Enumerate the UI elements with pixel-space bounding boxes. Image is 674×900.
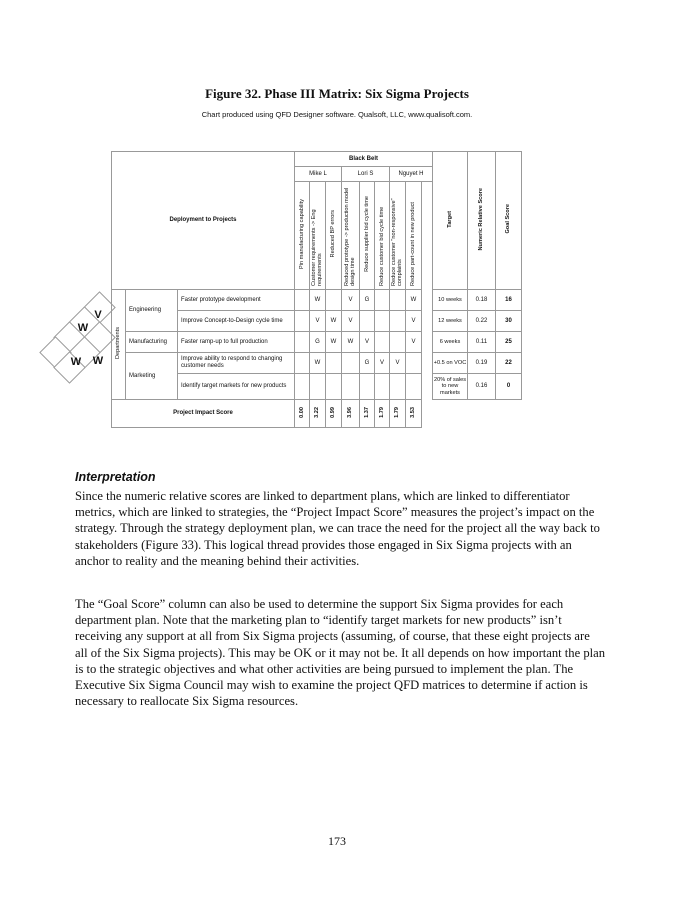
- cell: [326, 353, 342, 374]
- paragraph: Since the numeric relative scores are linked to department plans, which are linked to differentiator metrics, which are linked to strategies, the “Project Impact Score” measures the project’s impact on the strategy. Through the strategy deployment plan, we can trace the need for the project all the way back to stakeholders (Figure 33). This logical thread provides those engaged in Six Sigma projects with an anchor to reality and the meaning behind their activities.: [75, 489, 600, 568]
- plan-label: Improve ability to respond to changing customer needs: [178, 353, 295, 374]
- six-sigma-matrix: [111, 151, 522, 428]
- cell: [375, 332, 390, 353]
- cell: V: [310, 311, 326, 332]
- impact-label: Project Impact Score: [112, 400, 295, 428]
- cell: W: [326, 311, 342, 332]
- belt-mike: Mike L: [295, 167, 342, 182]
- impact-score: 3.22: [310, 400, 326, 428]
- figure-title: Figure 32. Phase III Matrix: Six Sigma Projects: [205, 86, 469, 101]
- black-belt-header: Black Belt: [295, 152, 433, 167]
- target-value: 20% of sales to new markets: [433, 374, 468, 400]
- roof-mark: V: [94, 309, 102, 321]
- cell: [390, 290, 406, 311]
- cell: [295, 290, 310, 311]
- project-header: Pin manufacturing capability: [295, 182, 310, 290]
- dept-label: Marketing: [126, 353, 178, 400]
- nrs-header: Numeric Relative Score: [468, 152, 496, 290]
- impact-score: 0.00: [295, 400, 310, 428]
- table-row: [112, 353, 522, 374]
- cell: [360, 374, 375, 400]
- project-header: Customer requirements -> Eng requirements: [310, 182, 326, 290]
- goal-value: 0: [496, 374, 522, 400]
- cell: [406, 353, 422, 374]
- cell: V: [360, 332, 375, 353]
- cell: V: [406, 311, 422, 332]
- cell: V: [375, 353, 390, 374]
- impact-row: [112, 400, 522, 428]
- cell: W: [310, 290, 326, 311]
- cell: [295, 311, 310, 332]
- cell: [390, 374, 406, 400]
- cell: G: [360, 353, 375, 374]
- cell: [342, 353, 360, 374]
- goal-value: 16: [496, 290, 522, 311]
- cell: [342, 374, 360, 400]
- roof-mark: W: [77, 322, 89, 334]
- figure-subtitle: Chart produced using QFD Designer software. Qualsoft, LLC, www.qualisoft.com.: [201, 110, 473, 119]
- table-row: [112, 290, 522, 311]
- plan-label: Identify target markets for new products: [178, 374, 295, 400]
- dept-label: Engineering: [126, 290, 178, 332]
- goal-header: Goal Score: [496, 152, 522, 290]
- page-number: 173: [328, 834, 346, 848]
- dept-label: Manufacturing: [126, 332, 178, 353]
- cell: [326, 374, 342, 400]
- cell: [360, 311, 375, 332]
- impact-score: 3.53: [406, 400, 422, 428]
- cell: W: [326, 332, 342, 353]
- roof-mark: W: [92, 355, 104, 367]
- cell: W: [310, 353, 326, 374]
- target-value: 12 weeks: [433, 311, 468, 332]
- target-header: Target: [433, 152, 468, 290]
- roof-mark: W: [70, 356, 82, 368]
- cell: [390, 332, 406, 353]
- belt-lori: Lori S: [342, 167, 390, 182]
- project-header: Reduced prototype -> production model design time: [342, 182, 360, 290]
- target-value: 6 weeks: [433, 332, 468, 353]
- plan-label: Faster prototype development: [178, 290, 295, 311]
- cell: W: [342, 332, 360, 353]
- impact-score: 0.99: [326, 400, 342, 428]
- departments-label: Departments: [112, 290, 126, 400]
- nrs-value: 0.11: [468, 332, 496, 353]
- project-header: Reduce customer bid cycle time: [375, 182, 390, 290]
- plan-label: Improve Concept-to-Design cycle time: [178, 311, 295, 332]
- nrs-value: 0.16: [468, 374, 496, 400]
- nrs-value: 0.18: [468, 290, 496, 311]
- cell: [295, 353, 310, 374]
- cell: [326, 290, 342, 311]
- cell: W: [406, 290, 422, 311]
- nrs-value: 0.22: [468, 311, 496, 332]
- goal-value: 30: [496, 311, 522, 332]
- cell: [375, 290, 390, 311]
- goal-value: 22: [496, 353, 522, 374]
- section-heading: Interpretation: [75, 470, 156, 484]
- cell: V: [390, 353, 406, 374]
- target-value: +0.5 on VOC: [433, 353, 468, 374]
- cell: [375, 374, 390, 400]
- cell: V: [406, 332, 422, 353]
- project-header: Reduce customer "non-responsive" complaints: [390, 182, 406, 290]
- cell: G: [310, 332, 326, 353]
- table-row: [112, 332, 522, 353]
- cell: [390, 311, 406, 332]
- cell: V: [342, 290, 360, 311]
- cell: [295, 332, 310, 353]
- impact-score: 1.37: [360, 400, 375, 428]
- project-header: Reduce supplier bid cycle time: [360, 182, 375, 290]
- corner-label: Deployment to Projects: [112, 152, 295, 290]
- plan-label: Faster ramp-up to full production: [178, 332, 295, 353]
- target-value: 10 weeks: [433, 290, 468, 311]
- nrs-value: 0.19: [468, 353, 496, 374]
- impact-score: 3.96: [342, 400, 360, 428]
- cell: [295, 374, 310, 400]
- project-header: Reduced BP errors: [326, 182, 342, 290]
- impact-score: 1.79: [375, 400, 390, 428]
- cell: G: [360, 290, 375, 311]
- project-header: Reduce part-count in new product: [406, 182, 422, 290]
- impact-score: 1.79: [390, 400, 406, 428]
- cell: V: [342, 311, 360, 332]
- goal-value: 25: [496, 332, 522, 353]
- belt-nguyet: Nguyet H: [390, 167, 433, 182]
- cell: [310, 374, 326, 400]
- cell: [406, 374, 422, 400]
- paragraph: The “Goal Score” column can also be used to determine the support Six Sigma provides for each department plan. Note that the marketing plan to “identify target markets for new products” isn’t receiving any support at all from Six Sigma projects (assuming, of course, that these eight projects are all of the Six Sigma projects). This may be OK or it may not be. It all depends on how important the plan is to the strategic objectives and what other activities are being pursued to implement the plan. The Executive Six Sigma Council may wish to examine the project QFD matrices to determine if action is necessary to reallocate Six Sigma resources.: [75, 597, 606, 709]
- cell: [375, 311, 390, 332]
